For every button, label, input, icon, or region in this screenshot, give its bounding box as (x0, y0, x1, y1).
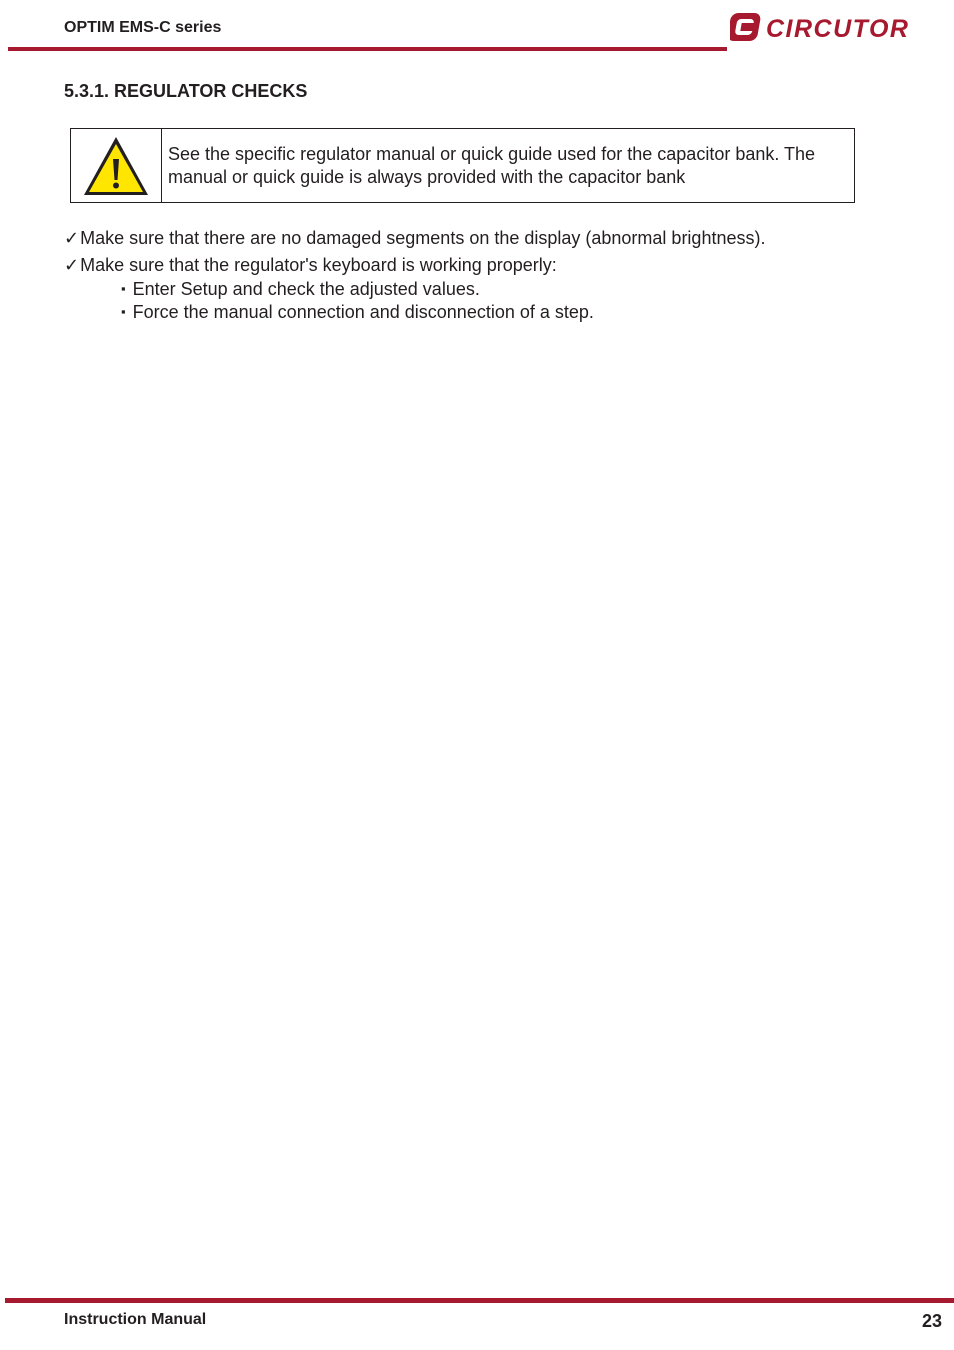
check-item (64, 227, 765, 249)
sub-list-item (121, 301, 594, 323)
sub-list-item-text: Enter Setup and check the adjusted values. (132, 279, 480, 299)
check-mark-icon: ✓ (64, 255, 80, 275)
circutor-logo (730, 10, 910, 44)
warning-icon-cell (71, 129, 162, 202)
svg-text:CIRCUTOR: CIRCUTOR (766, 15, 910, 43)
sub-list-item (121, 278, 480, 300)
square-bullet-icon: ▪ (121, 281, 126, 296)
warning-note (70, 128, 855, 203)
footer-manual-label: Instruction Manual (64, 1311, 207, 1328)
check-item-text: Make sure that the regulator's keyboard is working properly: (80, 255, 557, 275)
check-item-text: Make sure that there are no damaged segments on the display (abnormal brightness). (80, 228, 766, 248)
page-number: 23 (921, 1311, 942, 1331)
check-item (64, 254, 557, 276)
section-heading: 5.3.1. REGULATOR CHECKS (64, 81, 308, 101)
footer-rule (5, 1298, 954, 1303)
document-title: OPTIM EMS-C series (64, 19, 222, 36)
check-mark-icon: ✓ (64, 228, 80, 248)
sub-list-item-text: Force the manual connection and disconnection of a step. (132, 302, 594, 322)
header-rule (8, 47, 727, 51)
square-bullet-icon: ▪ (121, 304, 126, 319)
warning-triangle-icon (81, 134, 151, 198)
warning-text: See the specific regulator manual or quick guide used for the capacitor bank. The manual or quick guide is always provided with the capacitor bank (168, 144, 816, 187)
